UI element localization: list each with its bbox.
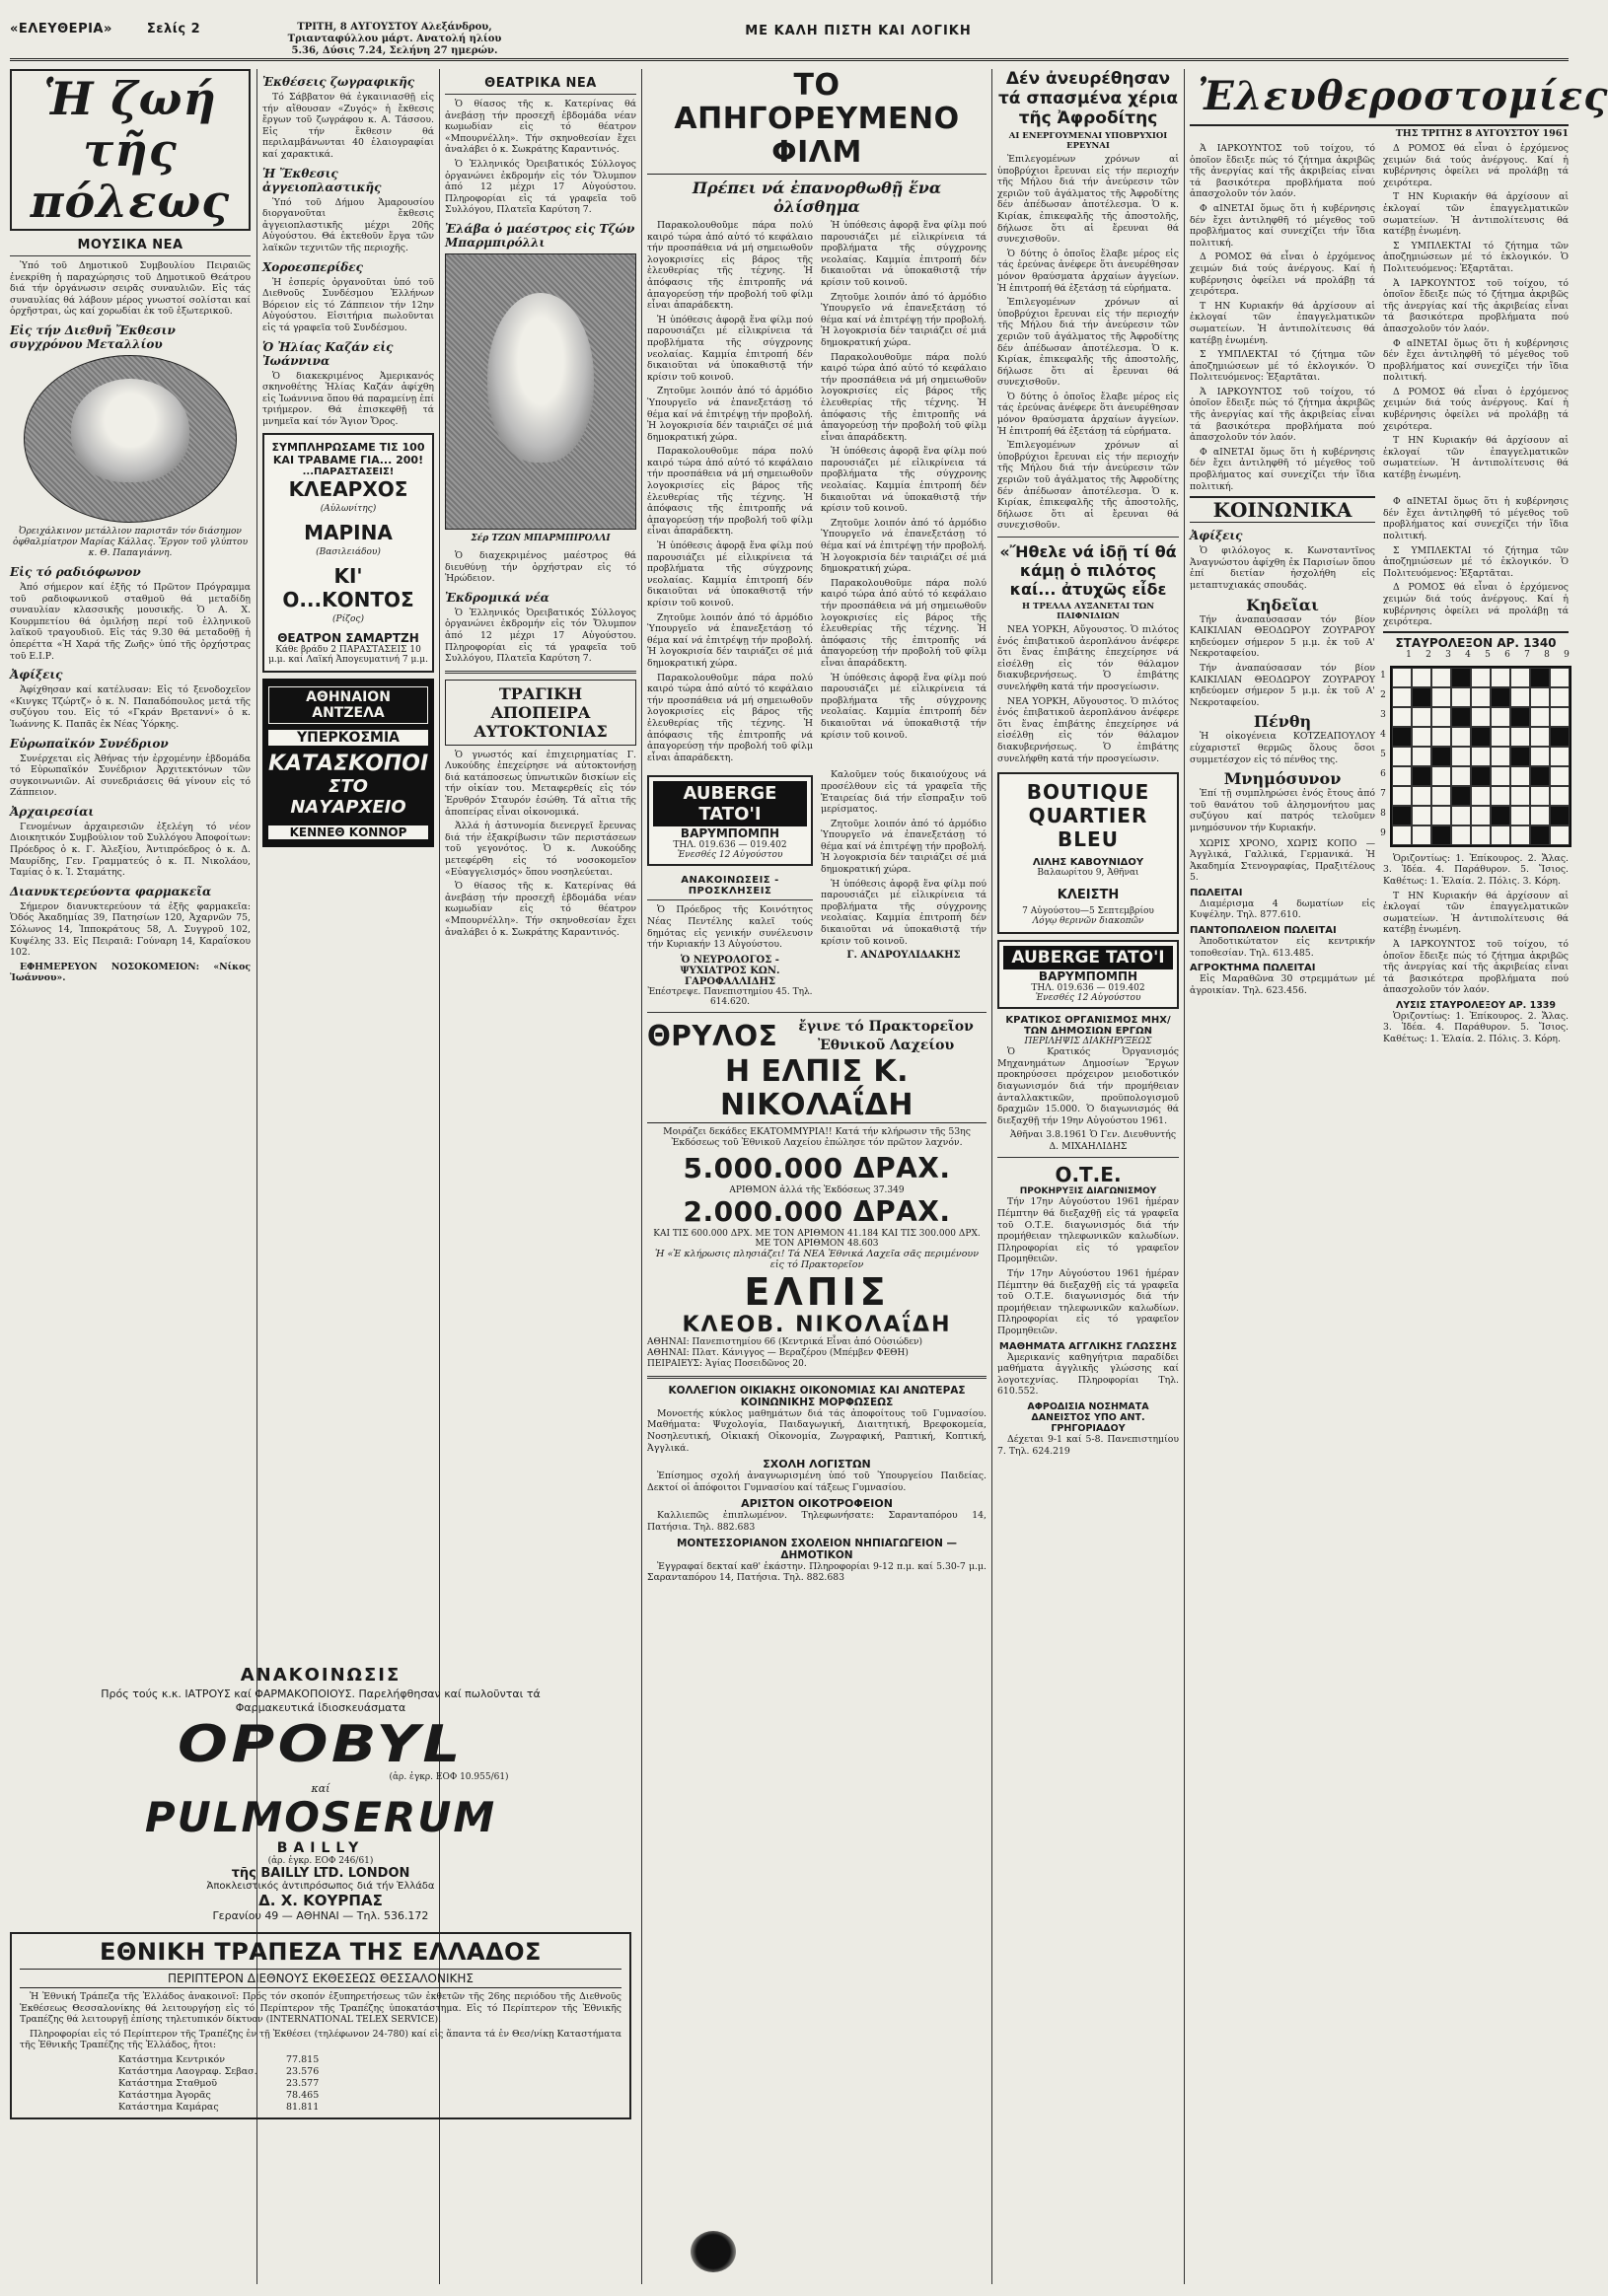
pharma-ad[interactable]: ΑΝΑΚΟΙΝΩΣΙΣ Πρός τούς κ.κ. ΙΑΤΡΟΥΣ καί ΦΑΡΜΑΚΟΠΟΙΟΥΣ. Παρελήφθησαν καί πωλοῦνται τά Φαρμακευτικά ἰδιοσκευάσματα OPOBYL (ἀρ. ἐγκρ. ΕΟΦ 10.955/61) καί PULMOSERUM BAILLY (ἀρ. ἐγκρ. ΕΟΦ 246/61) τῆς BAILLY LTD. LONDON Ἀποκλειστικός ἀντιπρόσωπος διά τήν Ἑλλάδα Δ. Χ. ΚΟΥΡΠΑΣ Γερανίου 49 — ΑΘΗΝΑΙ — Τηλ. 536.172 xyxy=(10,1665,631,1922)
memorial-heading: Μνημόσυνον xyxy=(1223,769,1342,789)
clinic-heading: ΑΦΡΟΔΙΣΙΑ ΝΟΣΗΜΑΤΑ ΔΑΝΕΙΣΤΟΣ ΥΠΟ ΑΝΤ. ΓΡΗΓΟΡΙΑΔΟΥ xyxy=(1027,1400,1149,1434)
motto: ΜΕ ΚΑΛΗ ΠΙΣΤΗ ΚΑΙ ΛΟΓΙΚΗ xyxy=(745,24,972,38)
tragic-text: Ὁ γνωστός καί ἐπιχειρηματίας Γ. Λυκούδης ἐπεχείρησε νά αὐτοκτονήσῃ διά κατάποσεως ὑπνωτικῶν δισκίων εἰς τήν οἰκίαν του. Μεταφερθείς εἰς τόν Ἐρυθρόν Σταυρόν ἐσώθη. Τά αἴτια τῆς ἀποπείρας εἶναι οἰκονομικά. Ἀλλά ἡ ἀστυνομία διενεργεῖ ἔρευνας διά τήν ἐξακρίβωσιν τῶν περιστάσεων τοῦ γεγονότος. Ὁ κ. Λυκούδης μετεφέρθη εἰς τό νοσοκομεῖον «Εὐαγγελισμός» ὅπου νοσηλεύεται. Ὁ θίασος τῆς κ. Κατερίνας θά ἀνεβάσῃ τήν προσεχῆ ἑβδομάδα νέαν κωμωδίαν εἰς τό θέατρον «Μπουρνέλλη». Τήν σκηνοθεσίαν ἔχει ἀναλάβει ὁ κ. Σωκράτης Καραντινός. xyxy=(445,749,636,938)
section-title: Ἡ ζωή τῆς πόλεως xyxy=(10,69,251,231)
excursion-text: Ὁ Ἑλληνικός Ὀρειβατικός Σύλλογος ὀργανώνει ἐκδρομήν εἰς τόν Ὄλυμπον ἀπό 12 μέχρι 17 Αὐγούστου. Πληροφορίαι εἰς τά γραφεῖα τοῦ Συλλόγου, Πλατεῖα Καρύτση 7. xyxy=(445,607,636,665)
english-lessons-text: Ἀμερικανίς καθηγήτρια παραδίδει μαθήματα ἀγγλικῆς γλώσσης καί λογοτεχνίας. Πληροφορίαι Τηλ. 610.552. xyxy=(997,1351,1179,1398)
film-right-subcol xyxy=(821,769,987,1006)
org-heading: ΚΡΑΤΙΚΟΣ ΟΡΓΑΝΙΣΜΟΣ ΜΗΧ/ΤΩΝ ΔΗΜΟΣΙΩΝ ΕΡΓΩΝ xyxy=(1005,1015,1171,1038)
boutique-ad[interactable]: BOUTIQUE QUARTIER BLEU ΛΙΛΗΣ ΚΑΒΟΥΝΙΔΟΥ Βαλαωρίτου 9, Ἀθῆναι ΚΛΕΙΣΤΗ 7 Αὐγούστου—5 Σεπτεμβρίου Λόγῳ θερινῶν διακοπῶν xyxy=(997,772,1179,934)
radio-heading: Εἰς τό ραδιόφωνον xyxy=(10,564,141,579)
cinema-ad[interactable]: ΑΘΗΝΑΙΟΝ ΑΝΤΖΕΛΑ ΥΠΕΡΚΟΣΜΙΑ ΚΑΤΑΣΚΟΠΟΙ ΣΤΟ ΝΑΥΑΡΧΕΙΟ ΚΕΝΝΕΘ ΚΟΝΝΟΡ xyxy=(262,679,434,847)
conductor-heading: Ἐλάβα ὁ μαέστρος εἰς Τζών Μπαρμπιρόλλι xyxy=(445,221,635,250)
crossword-grid[interactable] xyxy=(1390,666,1571,847)
paper-name: «ΕΛΕΥΘΕΡΙΑ» xyxy=(10,22,112,36)
column-film: ΤΟ ΑΠΗΓΟΡΕΥΜΕΝΟ ΦΙΛΜ Πρέπει νά ἐπανορθωθῇ ἕνα ὀλίσθημα Παρακολουθοῦμε πάρα πολύ καιρό τώρα ἀπό αὐτό τό κεφάλαιο τήν προσπάθεια νά μή σημειωθοῦν λογοκρισίες εἰς βάρος τῆς ἐλευθερίας τῆς τέχνης. Ἡ ἀπόφασις τῆς ἐπιτροπῆς νά ἀπαγορεύσῃ τήν προβολή τοῦ φίλμ εἶναι ἀπαράδεκτη. Ἡ ὑπόθεσις ἀφορᾷ ἕνα φίλμ πού παρουσιάζει μέ εἰλικρίνεια τά προβλήματα τῆς σύγχρονης νεολαίας. Καμμία ἐπιτροπή δέν δικαιοῦται νά ὑποκαθιστᾷ τήν κρίσιν τοῦ κοινοῦ. Ζητοῦμε λοιπόν ἀπό τό ἁρμόδιο Ὑπουργεῖο νά ἐπανεξετάσῃ τό θέμα καί νά ἐπιτρέψῃ τήν προβολή. Ἡ λογοκρισία δέν ταιριάζει σέ μιά δημοκρατική χώρα. Παρακολουθοῦμε πάρα πολύ καιρό τώρα ἀπό αὐτό τό κεφάλαιο τήν προσπάθεια νά μή σημειωθοῦν λογοκρισίες εἰς βάρος τῆς ἐλευθερίας τῆς τέχνης. Ἡ ἀπόφασις τῆς ἐπιτροπῆς νά ἀπαγορεύσῃ τήν προβολή τοῦ φίλμ εἶναι ἀπαράδεκτη. Ἡ ὑπόθεσις ἀφορᾷ ἕνα φίλμ πού παρουσιάζει μέ εἰλικρίνεια τά προβλήματα τῆς σύγχρονης νεολαίας. Καμμία ἐπιτροπή δέν δικαιοῦται νά ὑποκαθιστᾷ τήν κρίσιν τοῦ κοινοῦ. Ζητοῦμε λοιπόν ἀπό τό ἁρμόδιο Ὑπουργεῖο νά ἐπανεξετάσῃ τό θέμα καί νά ἐπιτρέψῃ τήν προβολή. Ἡ λογοκρισία δέν ταιριάζει σέ μιά δημοκρατική χώρα. Παρακολουθοῦμε πάρα πολύ καιρό τώρα ἀπό αὐτό τό κεφάλαιο τήν προσπάθεια νά μή σημειωθοῦν λογοκρισίες εἰς βάρος τῆς ἐλευθερίας τῆς τέχνης. Ἡ ἀπόφασις τῆς ἐπιτροπῆς νά ἀπαγορεύσῃ τήν προβολή τοῦ φίλμ εἶναι ἀπαράδεκτη. Ἡ ὑπόθεσις ἀφορᾷ ἕνα φίλμ πού παρουσιάζει μέ εἰλικρίνεια τά προβλήματα τῆς σύγχρονης νεολαίας. Καμμία ἐπιτροπή δέν δικαιοῦται νά ὑποκαθιστᾷ τήν κρίσιν τοῦ κοινοῦ. Ζητοῦμε λοιπόν ἀπό τό ἁρμόδιο Ὑπουργεῖο νά ἐπανεξετάσῃ τό θέμα καί νά ἐπιτρέψῃ τήν προβολή. Ἡ λογοκρισία δέν ταιριάζει σέ μιά δημοκρατική χώρα. Παρακολουθοῦμε πάρα πολύ καιρό τώρα ἀπό αὐτό τό κεφάλαιο τήν προσπάθεια νά μή σημειωθοῦν λογοκρισίες εἰς βάρος τῆς ἐλευθερίας τῆς τέχνης. Ἡ ἀπόφασις τῆς ἐπιτροπῆς νά ἀπαγορεύσῃ τήν προβολή τοῦ φίλμ εἶναι ἀπαράδεκτη. Ἡ ὑπόθεσις ἀφορᾷ ἕνα φίλμ πού παρουσιάζει μέ εἰλικρίνεια τά προβλήματα τῆς σύγχρονης νεολαίας. Καμμία ἐπιτροπή δέν δικαιοῦται νά ὑποκαθιστᾷ τήν κρίσιν τοῦ κοινοῦ. Ζητοῦμε λοιπόν ἀπό τό ἁρμόδιο Ὑπουργεῖο νά ἐπανεξετάσῃ τό θέμα καί νά ἐπιτρέψῃ τήν προβολή. Ἡ λογοκρισία δέν ταιριάζει σέ μιά δημοκρατική χώρα. Παρακολουθοῦμε πάρα πολύ καιρό τώρα ἀπό αὐτό τό κεφάλαιο τήν προσπάθεια νά μή σημειωθοῦν λογοκρισίες εἰς βάρος τῆς ἐλευθερίας τῆς τέχνης. Ἡ ἀπόφασις τῆς ἐπιτροπῆς νά ἀπαγορεύσῃ τήν προβολή τοῦ φίλμ εἶναι ἀπαράδεκτη. Ἡ ὑπόθεσις ἀφορᾷ ἕνα φίλμ πού παρουσιάζει μέ εἰλικρίνεια τά προβλήματα τῆς σύγχρονης νεολαίας. Καμμία ἐπιτροπή δέν δικαιοῦται νά ὑποκαθιστᾷ τήν κρίσιν τοῦ κοινοῦ. AUBERGE TATO'I ΒΑΡΥΜΠΟΜΠΗ ΤΗΛ. 019.636 — 019.402 Ἐνεσθές 12 Αὐγούστου ΑΝΑΚΟΙΝΩΣΕΙΣ - ΠΡΟΣΚΛΗΣΕΙΣ Ὁ Πρόεδρος τῆς Κοινότητος Νέας Πεντέλης καλεῖ τούς δημότας εἰς γενικήν συνέλευσιν τήν Κυριακήν 13 Αὐγούστου. Ὁ ΝΕΥΡΟΛΟΓΟΣ - ΨΥΧΙΑΤΡΟΣ ΚΩΝ. ΓΑΡΟΦΑΛΛΙΔΗΣ Ἐπέστρεψε. Πανεπιστημίου 45. Τηλ. 614.620. Καλοῦμεν τούς δικαιούχους νά προσέλθουν εἰς τά γραφεῖα τῆς Ἑταιρείας διά τήν εἴσπραξιν τοῦ μερίσματος. Ζητοῦμε λοιπόν ἀπό τό ἁρμόδιο Ὑπουργεῖο νά ἐπανεξετάσῃ τό θέμα καί νά ἐπιτρέψῃ τήν προβολή. Ἡ λογοκρισία δέν ταιριάζει σέ μιά δημοκρατική χώρα. Ἡ ὑπόθεσις ἀφορᾷ ἕνα φίλμ πού παρουσιάζει μέ εἰλικρίνεια τά προβλήματα τῆς σύγχρονης νεολαίας. Καμμία ἐπιτροπή δέν δικαιοῦται νά ὑποκαθιστᾷ τήν κρίσιν τοῦ κοινοῦ. Γ. ΑΝΔΡΟΥΛΙΔΑΚΗΣ ΘΡΥΛΟΣ ἔγινε τό Πρακτορεῖον Ἐθνικοῦ Λαχείου Η ΕΛΠΙΣ Κ. ΝΙΚΟΛΑΐΔΗ Μοιράζει δεκάδες ΕΚΑΤΟΜΜΥΡΙΑ!! Κατά τήν κλήρωσιν τῆς 53ης Ἐκδόσεως τοῦ Ἐθνικοῦ Λαχείου ἐπώλησε τόν πρῶτον λαχνόν. 5.000.000 ΔΡΑΧ. ΑΡΙΘΜΟΝ ἀλλά τῆς Ἐκδόσεως 37.349 2.000.000 ΔΡΑΧ. ΚΑΙ ΤΙΣ 600.000 ΔΡΧ. ΜΕ ΤΟΝ ΑΡΙΘΜΟΝ 41.184 ΚΑΙ ΤΙΣ 300.000 ΔΡΧ. ΜΕ ΤΟΝ ΑΡΙΘΜΟΝ 48.603 Ἡ «Ἐ κλήρωσις πλησιάζει! Τά ΝΕΑ Ἐθνικά Λαχεῖα σᾶς περιμένουν εἰς τό Πρακτορεῖον ΕΛΠΙΣ ΚΛΕΟΒ. ΝΙΚΟΛΑΐΔΗ ΑΘΗΝΑΙ: Πανεπιστημίου 66 (Κεντρικά Εἶναι ἀπό Οὐσιώδεν) ΑΘΗΝΑΙ: Πλατ. Κάνιγγος — Βεραζέρου (Μπέμβεν ΦΕΘΗ) ΠΕΙΡΑΙΕΥΣ: Ἀγίας Ποσειδῶνος 20. ΚΟΛΛΕΓΙΟΝ ΟΙΚΙΑΚΗΣ ΟΙΚΟΝΟΜΙΑΣ ΚΑΙ ΑΝΩΤΕΡΑΣ ΚΟΙΝΩΝΙΚΗΣ ΜΟΡΦΩΣΕΩΣ Μονοετής κύκλος μαθημάτων διά τάς ἀποφοίτους τοῦ Γυμνασίου. Μαθήματα: Ψυχολογία, Παιδαγωγική, Διαιτητική, Βρεφοκομεία, Νοσηλευτική, Οἰκιακή Οἰκονομία, Ζωγραφική, Ραπτική, Κοπτική, Ἀγγλικά. ΣΧΟΛΗ ΛΟΓΙΣΤΩΝ Ἐπίσημος σχολή ἀναγνωρισμένη ὑπό τοῦ Ὑπουργείου Παιδείας. Δεκτοί οἱ ἀπόφοιτοι Γυμνασίου καί τάξεως Γυμνασίου. ΑΡΙΣΤΟΝ ΟΙΚΟΤΡΟΦΕΙΟΝ Καλλιεπῶς ἐπιπλωμένον. Τηλεφωνήσατε: Σαρανταπόρου 14, Πατήσια. Τηλ. 882.683 ΜΟΝΤΕΣΣΟΡΙΑΝΟΝ ΣΧΟΛΕΙΟΝ ΝΗΠΙΑΓΩΓΕΙΟΝ — ΔΗΜΟΤΙΚΟΝ Ἐγγραφαί δεκταί καθ' ἑκάστην. Πληροφορίαι 9-12 π.μ. καί 5.30-7 μ.μ. Σαρανταπόρου 14, Πατήσια. Τηλ. 882.683 xyxy=(647,68,987,1584)
funerals-heading: Κηδεῖαι xyxy=(1246,595,1319,614)
bank-branches xyxy=(118,2054,621,2114)
painting-heading: Ἐκθέσεις ζωγραφικῆς xyxy=(262,75,415,89)
org-text: Ὁ Κρατικός Ὀργανισμός Μηχανημάτων Δημοσίων Ἔργων προκηρύσσει πρόχειρον μειοδοτικόν διαγωνισμόν διά τήν προμήθειαν ἀνταλλακτικῶν, προϋπολογισμοῦ δραχμῶν 15.000. Ὁ διαγωνισμός θά διεξαχθῇ τήν 19ην Αὐγούστου 1961. Ἀθῆναι 3.8.1961 Ὁ Γεν. Διευθυντής Δ. ΜΙΧΑΗΛΙΔΗΣ xyxy=(997,1046,1179,1152)
page-number: Σελίς 2 xyxy=(146,22,201,36)
date-line: ΤΡΙΤΗ, 8 ΑΥΓΟΥΣΤΟΥ Αλεξάνδρου, Τριανταφύλλου μάρτ. Ανατολή ηλίου 5.36, Δύσις 7.24, Σελήνη 27 ημερών. xyxy=(287,22,502,56)
boarding-text: Καλλιεπῶς ἐπιπλωμένον. Τηλεφωνήσατε: Σαρανταπόρου 14, Πατήσια. Τηλ. 882.683 xyxy=(647,1510,987,1534)
arrivals-heading: Ἀφίξεις xyxy=(10,668,63,682)
column-exhibitions xyxy=(262,69,434,1665)
euro-heading: Εὐρωπαϊκόν Συνέδριον xyxy=(10,736,169,751)
doctor-ad: Ὁ ΝΕΥΡΟΛΟΓΟΣ - ΨΥΧΙΑΤΡΟΣ ΚΩΝ. ΓΑΡΟΦΑΛΛΙΔΗΣ xyxy=(680,954,780,987)
prize-2: 2.000.000 ΔΡΑΧ. xyxy=(683,1194,951,1228)
theater-text: Ὁ θίασος τῆς κ. Κατερίνας θά ἀνεβάσῃ τήν προσεχῆ ἑβδομάδα νέαν κωμωδίαν εἰς τό θέατρον «Μπουρνέλλη». Τήν σκηνοθεσίαν ἔχει ἀναλάβει ὁ κ. Σωκράτης Καραντινός. Ὁ Ἑλληνικός Ὀρειβατικός Σύλλογος ὀργανώνει ἐκδρομήν εἰς τόν Ὄλυμπον ἀπό 12 μέχρι 17 Αὐγούστου. Πληροφορίαι εἰς τά γραφεῖα τοῦ Συλλόγου, Πλατεῖα Καρύτση 7. xyxy=(445,99,636,216)
column-city-life xyxy=(10,69,251,1665)
conductor-caption: Σέρ ΤΖΩΝ ΜΠΑΡΜΠΙΡΟΛΛΙ xyxy=(471,533,611,543)
prize-1: 5.000.000 ΔΡΑΧ. xyxy=(683,1151,951,1184)
theater-heading: ΘΕΑΤΡΙΚΑ ΝΕΑ xyxy=(445,73,636,95)
elections-heading: Ἀρχαιρεσίαι xyxy=(10,804,95,819)
column-free-speech xyxy=(1190,69,1608,2284)
film-subhead: Πρέπει νά ἐπανορθωθῇ ἕνα ὀλίσθημα xyxy=(692,179,942,216)
pottery-heading: Ἡ Ἔκθεσις ἀγγειοπλαστικῆς xyxy=(262,166,382,194)
pulmoserum-logo: PULMOSERUM xyxy=(144,1793,497,1841)
dance-heading: Χοροεσπερίδες xyxy=(262,259,363,274)
bank-ad[interactable] xyxy=(10,1932,631,2119)
pharmacy-heading: Διανυκτερεύοντα φαρμακεῖα xyxy=(10,884,212,898)
aphrodite-headline: Δέν ἀνευρέθησαν τά σπασμένα χέρια τῆς Ἀφροδίτης xyxy=(997,69,1179,128)
kazan-text: Ὁ διακεκριμένος Ἀμερικανός σκηνοθέτης Ἠλίας Καζάν ἀφίχθη εἰς Ἰωάννινα ὅπου θά παραμείνῃ ἐπί τριήμερον. Θά ἐπισκεφθῇ τά μνημεῖα καί τόν Ἅγιον Ὄρος. xyxy=(262,370,434,427)
english-lessons-heading: ΜΑΘΗΜΑΤΑ ΑΓΓΛΙΚΗΣ ΓΛΩΣΣΗΣ xyxy=(998,1340,1178,1352)
crossword-col-numbers: 1 2 3 4 5 6 7 8 9 xyxy=(1406,649,1570,660)
elpis-name: ΚΛΕΟΒ. ΝΙΚΟΛΑΐΔΗ xyxy=(682,1312,952,1337)
branch-row: Κατάστημα Καμάρας 81.811 xyxy=(118,2101,320,2113)
arrivals-text: Ἀφίχθησαν καί κατέλυσαν: Εἰς τό ξενοδοχεῖον «Κινγκς Τζώρτζ» ὁ κ. Ν. Παπαδόπουλος μετά τῆς συζύγου του. Εἰς τό «Γκράν Βρεταννί» ὁ κ. Ἰωάννης Κ. Παπᾶς ἐκ Νέας Ὑόρκης. xyxy=(10,684,251,730)
elections-text: Γενομένων ἀρχαιρεσιῶν ἐξελέγη τό νέον Διοικητικόν Συμβούλιον τοῦ Συλλόγου Ἀποφοίτων: Πρόεδρος ὁ κ. Γ. Ἀλεξίου, Ἀντιπρόεδρος ὁ κ. Δ. Μαυρίδης, Γεν. Γραμματεύς ὁ κ. Π. Νικολάου, Ταμίας ὁ κ. Ἰ. Σταμάτης. xyxy=(10,821,251,879)
crossword-subcol: Φ αΙΝΕΤΑΙ ὅμως ὅτι ἡ κυβέρνησις δέν ἔχει ἀντιληφθῆ τό μέγεθος τοῦ προβλήματος καί συνεχίζει τήν ἴδια πολιτική. Σ ΥΜΠΛΕΚΤΑΙ τό ζήτημα τῶν ἀποζημιώσεων μέ τό ἐκλογικόν. Ὁ Πολιτευόμενος: Ἐξαρτᾶται. Δ ΡΟΜΟΣ θά εἶναι ὁ ἐρχόμενος χειμών διά τούς ἀνέργους. Καί ἡ κυβέρνησις ὀφείλει νά προλάβῃ τά χειρότερα. ΣΤΑΥΡΟΛΕΞΟΝ ΑΡ. 1340 1 2 3 4 5 6 7 8 9 1 2 3 4 5 6 7 8 9 Ὁριζοντίως: 1. Ἐπίκουρος. 2. Ἄλας. 3. Ἰδέα. 4. Παράθυρον. 5. Ἴσιος. Καθέτως: 1. Ἐλαία. 2. Πόλις. 3. Κόρη. Τ ΗΝ Κυριακήν θά ἀρχίσουν αἱ ἐκλογαί τῶν ἐπαγγελματικῶν σωματείων. Ἡ ἀντιπολίτευσις θά κατέβῃ ἐνωμένη. Ἀ ΙΑΡΚΟΥΝΤΟΣ τοῦ τοίχου, τό ὁποῖον ἔδειξε πώς τό ζήτημα ἀκριβῶς τῆς ἀνεργίας καί τῆς ἀκριβείας εἶναι τά βασικότερα προβλήματα πού ἀπασχολοῦν τόν λαόν. ΛΥΣΙΣ ΣΤΑΥΡΟΛΕΞΟΥ ΑΡ. 1339 Ὁριζοντίως: 1. Ἐπίκουρος. 2. Ἄλας. 3. Ἰδέα. 4. Παράθυρον. 5. Ἴσιος. Καθέτως: 1. Ἐλαία. 2. Πόλις. 3. Κόρη. xyxy=(1383,496,1569,1047)
school-heading: ΣΧΟΛΗ ΛΟΓΙΣΤΩΝ xyxy=(763,1458,871,1471)
crossword-heading: ΣΤΑΥΡΟΛΕΞΟΝ ΑΡ. 1340 xyxy=(1383,631,1569,650)
notices-text: Ὁ Πρόεδρος τῆς Κοινότητος Νέας Πεντέλης καλεῖ τούς δημότας εἰς γενικήν συνέλευσιν τήν Κυριακήν 13 Αὐγούστου. xyxy=(647,904,813,951)
conductor-photo xyxy=(445,253,636,530)
dance-text: Ἡ ἑσπερίς ὀργανοῦται ὑπό τοῦ Διεθνοῦς Συνδέσμου Ἑλλήνων Βόρειον εἰς τό Ζάππειον τήν 12ην Αὐγούστου. Εἰσιτήρια πωλοῦνται εἰς τά γραφεῖα τοῦ Συνδέσμου. xyxy=(262,276,434,333)
ote-heading: Ο.Τ.Ε. xyxy=(1055,1163,1122,1187)
kazan-heading: Ὁ Ἠλίας Καζάν εἰς Ἰωάννινα xyxy=(262,339,394,368)
solution-text: Ὁριζοντίως: 1. Ἐπίκουρος. 2. Ἄλας. 3. Ἰδέα. 4. Παράθυρον. 5. Ἴσιος. Καθέτως: 1. Ἐλαία. 2. Πόλις. 3. Κόρη. xyxy=(1383,1010,1569,1045)
opobyl-logo: OPOBYL xyxy=(178,1715,464,1774)
elpis-logo: ΕΛΠΙΣ xyxy=(744,1269,890,1314)
film-text: Παρακολουθοῦμε πάρα πολύ καιρό τώρα ἀπό αὐτό τό κεφάλαιο τήν προσπάθεια νά μή σημειωθοῦν λογοκρισίες εἰς βάρος τῆς ἐλευθερίας τῆς τέχνης. Ἡ ἀπόφασις τῆς ἐπιτροπῆς νά ἀπαγορεύσῃ τήν προβολή τοῦ φίλμ εἶναι ἀπαράδεκτη. Ἡ ὑπόθεσις ἀφορᾷ ἕνα φίλμ πού παρουσιάζει μέ εἰλικρίνεια τά προβλήματα τῆς σύγχρονης νεολαίας. Καμμία ἐπιτροπή δέν δικαιοῦται νά ὑποκαθιστᾷ τήν κρίσιν τοῦ κοινοῦ. Ζητοῦμε λοιπόν ἀπό τό ἁρμόδιο Ὑπουργεῖο νά ἐπανεξετάσῃ τό θέμα καί νά ἐπιτρέψῃ τήν προβολή. Ἡ λογοκρισία δέν ταιριάζει σέ μιά δημοκρατική χώρα. Παρακολουθοῦμε πάρα πολύ καιρό τώρα ἀπό αὐτό τό κεφάλαιο τήν προσπάθεια νά μή σημειωθοῦν λογοκρισίες εἰς βάρος τῆς ἐλευθερίας τῆς τέχνης. Ἡ ἀπόφασις τῆς ἐπιτροπῆς νά ἀπαγορεύσῃ τήν προβολή τοῦ φίλμ εἶναι ἀπαράδεκτη. Ἡ ὑπόθεσις ἀφορᾷ ἕνα φίλμ πού παρουσιάζει μέ εἰλικρίνεια τά προβλήματα τῆς σύγχρονης νεολαίας. Καμμία ἐπιτροπή δέν δικαιοῦται νά ὑποκαθιστᾷ τήν κρίσιν τοῦ κοινοῦ. Ζητοῦμε λοιπόν ἀπό τό ἁρμόδιο Ὑπουργεῖο νά ἐπανεξετάσῃ τό θέμα καί νά ἐπιτρέψῃ τήν προβολή. Ἡ λογοκρισία δέν ταιριάζει σέ μιά δημοκρατική χώρα. Παρακολουθοῦμε πάρα πολύ καιρό τώρα ἀπό αὐτό τό κεφάλαιο τήν προσπάθεια νά μή σημειωθοῦν λογοκρισίες εἰς βάρος τῆς ἐλευθερίας τῆς τέχνης. Ἡ ἀπόφασις τῆς ἐπιτροπῆς νά ἀπαγορεύσῃ τήν προβολή τοῦ φίλμ εἶναι ἀπαράδεκτη. Ἡ ὑπόθεσις ἀφορᾷ ἕνα φίλμ πού παρουσιάζει μέ εἰλικρίνεια τά προβλήματα τῆς σύγχρονης νεολαίας. Καμμία ἐπιτροπή δέν δικαιοῦται νά ὑποκαθιστᾷ τήν κρίσιν τοῦ κοινοῦ. Ζητοῦμε λοιπόν ἀπό τό ἁρμόδιο Ὑπουργεῖο νά ἐπανεξετάσῃ τό θέμα καί νά ἐπιτρέψῃ τήν προβολή. Ἡ λογοκρισία δέν ταιριάζει σέ μιά δημοκρατική χώρα. Παρακολουθοῦμε πάρα πολύ καιρό τώρα ἀπό αὐτό τό κεφάλαιο τήν προσπάθεια νά μή σημειωθοῦν λογοκρισίες εἰς βάρος τῆς ἐλευθερίας τῆς τέχνης. Ἡ ἀπόφασις τῆς ἐπιτροπῆς νά ἀπαγορεύσῃ τήν προβολή τοῦ φίλμ εἶναι ἀπαράδεκτη. Ἡ ὑπόθεσις ἀφορᾷ ἕνα φίλμ πού παρουσιάζει μέ εἰλικρίνεια τά προβλήματα τῆς σύγχρονης νεολαίας. Καμμία ἐπιτροπή δέν δικαιοῦται νά ὑποκαθιστᾷ τήν κρίσιν τοῦ κοινοῦ. Ζητοῦμε λοιπόν ἀπό τό ἁρμόδιο Ὑπουργεῖο νά ἐπανεξετάσῃ τό θέμα καί νά ἐπιτρέψῃ τήν προβολή. Ἡ λογοκρισία δέν ταιριάζει σέ μιά δημοκρατική χώρα. Παρακολουθοῦμε πάρα πολύ καιρό τώρα ἀπό αὐτό τό κεφάλαιο τήν προσπάθεια νά μή σημειωθοῦν λογοκρισίες εἰς βάρος τῆς ἐλευθερίας τῆς τέχνης. Ἡ ἀπόφασις τῆς ἐπιτροπῆς νά ἀπαγορεύσῃ τήν προβολή τοῦ φίλμ εἶναι ἀπαράδεκτη. Ἡ ὑπόθεσις ἀφορᾷ ἕνα φίλμ πού παρουσιάζει μέ εἰλικρίνεια τά προβλήματα τῆς σύγχρονης νεολαίας. Καμμία ἐπιτροπή δέν δικαιοῦται νά ὑποκαθιστᾷ τήν κρίσιν τοῦ κοινοῦ. xyxy=(647,220,987,763)
pilot-text: ΝΕΑ ΥΟΡΚΗ, Αὔγουστος. Ὁ πιλότος ἑνός ἐπιβατικοῦ ἀεροπλάνου ἀνέφερε ὅτι ἕνας ἐπιβάτης ἐπεχείρησε νά εἰσέλθῃ εἰς τόν θάλαμον διακυβερνήσεως. Ὁ ἐπιβάτης συνελήφθη κατά τήν προσγείωσιν. ΝΕΑ ΥΟΡΚΗ, Αὔγουστος. Ὁ πιλότος ἑνός ἐπιβατικοῦ ἀεροπλάνου ἀνέφερε ὅτι ἕνας ἐπιβάτης ἐπεχείρησε νά εἰσέλθῃ εἰς τόν θάλαμον διακυβερνήσεως. Ὁ ἐπιβάτης συνελήφθη κατά τήν προσγείωσιν. xyxy=(997,624,1179,764)
clinic-text: Δέχεται 9-1 καί 5-8. Πανεπιστημίου 7. Τηλ. 624.219 xyxy=(997,1433,1179,1457)
school-text: Ἐπίσημος σχολή ἀναγνωρισμένη ὑπό τοῦ Ὑπουργείου Παιδείας. Δεκτοί οἱ ἀπόφοιτοι Γυμνασίου καί τάξεως Γυμνασίου. xyxy=(647,1471,987,1493)
pharmacy-text: Σήμερον διανυκτερεύουν τά ἑξῆς φαρμακεῖα: Ὁδός Ἀκαδημίας 39, Πατησίων 120, Ἀχαρνῶν 75, Σόλωνος 14, Ἱπποκράτους 58, Λ. Συγγροῦ 102, Κυψέλης 33. Εἰς Πειραιᾶ: Γούναρη 14, Καραΐσκου 102. ΕΦΗΜΕΡΕΥΟΝ ΝΟΣΟΚΟΜΕΙΟΝ: «Νίκος Ἰωάννου». xyxy=(10,900,251,984)
film-left-subcol: AUBERGE TATO'I ΒΑΡΥΜΠΟΜΠΗ ΤΗΛ. 019.636 — 019.402 Ἐνεσθές 12 Αὐγούστου ΑΝΑΚΟΙΝΩΣΕΙΣ - ΠΡΟΣΚΛΗΣΕΙΣ Ὁ Πρόεδρος τῆς Κοινότητος Νέας Πεντέλης καλεῖ τούς δημότας εἰς γενικήν συνέλευσιν τήν Κυριακήν 13 Αὐγούστου. Ὁ ΝΕΥΡΟΛΟΓΟΣ - ΨΥΧΙΑΤΡΟΣ ΚΩΝ. ΓΑΡΟΦΑΛΛΙΔΗΣ Ἐπέστρεψε. Πανεπιστημίου 45. Τηλ. 614.620. xyxy=(647,769,813,1006)
masthead-left xyxy=(10,22,230,36)
crossword-puzzle[interactable] xyxy=(1380,666,1569,847)
exhibit-heading: Εἰς τήν Διεθνῆ Ἔκθεσιν συγχρόνου Μεταλλίου xyxy=(10,323,176,351)
film-headline: ΤΟ ΑΠΗΓΟΡΕΥΜΕΝΟ ΦΙΛΜ xyxy=(647,69,987,175)
branch-row: Κατάστημα Ἀγορᾶς 78.465 xyxy=(118,2089,320,2101)
lottery-header: ΘΡΥΛΟΣ ἔγινε τό Πρακτορεῖον Ἐθνικοῦ Λαχείου xyxy=(647,1018,974,1053)
medal-photo xyxy=(24,355,237,523)
conductor-text: Ὁ διαχεκριμένος μαέστρος θά διευθύνῃ τήν ὀρχήστραν εἰς τό Ἡρώδειον. xyxy=(445,549,636,585)
column-rule xyxy=(991,69,992,2284)
radio-text: Ἀπό σήμερον καί ἑξῆς τό Πρῶτον Πρόγραμμα τοῦ ραδιοφωνικοῦ σταθμοῦ θά μεταδίδῃ συναυλίαν κλασσικῆς μουσικῆς. Ὁ Α. Χ. Κουρμπετίου θά ὁμιλήσῃ περί τοῦ ἑλληνικοῦ λαϊκοῦ τραγουδιοῦ. Εἰς τάς 9.30 θά μεταδοθῇ ἡ ὀπερέττα «Ἡ Χαρά τῆς Ζωῆς» ὑπό τῆς ὀρχήστρας τοῦ Ε.Ι.Ρ. xyxy=(10,581,251,662)
theater-ad[interactable]: ΣΥΜΠΛΗΡΩΣΑΜΕ ΤΙΣ 100 ΚΑΙ ΤΡΑΒΑΜΕ ΓΙΑ... 200! ...ΠΑΡΑΣΤΑΣΕΙΣ! ΚΛΕΑΡΧΟΣ (Αὐλωνίτης) ΜΑΡΙΝΑ (Βασιλειάδου) ΚΙ' Ο...ΚΟΝΤΟΣ (Ρίζος) ΘΕΑΤΡΟΝ ΣΑΜΑΡΤΖΗ Κάθε βράδυ 2 ΠΑΡΑΣΤΑΣΕΙΣ 10 μ.μ. καί Λαϊκή Ἀπογευματινή 7 μ.μ. xyxy=(262,433,434,673)
free-speech-title: Ἐλευθεροστομίες xyxy=(1190,69,1569,126)
ote-text: Τήν 17ην Αὐγούστου 1961 ἡμέραν Πέμπτην θά διεξαχθῇ εἰς τά γραφεῖα τοῦ Ο.Τ.Ε. διαγωνισμός διά τήν προμήθειαν τηλεφωνικῶν καλωδίων. Πληροφορίαι εἰς τό γραφεῖον Προμηθειῶν. Τήν 17ην Αὐγούστου 1961 ἡμέραν Πέμπτην θά διεξαχθῇ εἰς τά γραφεῖα τοῦ Ο.Τ.Ε. διαγωνισμός διά τήν προμήθειαν τηλεφωνικῶν καλωδίων. Πληροφορίαι εἰς τό γραφεῖον Προμηθειῶν. xyxy=(997,1196,1179,1336)
boarding-heading: ΑΡΙΣΤΟΝ ΟΙΚΟΤΡΟΦΕΙΟΝ xyxy=(741,1497,893,1511)
social-heading: ΚΟΙΝΩΝΙΚΑ xyxy=(1190,496,1375,523)
music-text: Ὑπό τοῦ Δημοτικοῦ Συμβουλίου Πειραιῶς ἐνεκρίθη ἡ παραχώρησις τοῦ Δημοτικοῦ Θεάτρου διά τήν ὀργάνωσιν σειρᾶς συναυλιῶν. Εἰς τάς συναυλίας θά λάβουν μέρος γνωστοί σολίσται καί ὀρχῆστραι, ὡς καί χορωδίαι ἐκ τοῦ ἐξωτερικοῦ. xyxy=(10,260,251,318)
tragic-heading: ΤΡΑΓΙΚΗ ΑΠΟΠΕΙΡΑ ΑΥΤΟΚΤΟΝΙΑΣ xyxy=(445,680,636,746)
auberge-ad[interactable]: AUBERGE TATO'I ΒΑΡΥΜΠΟΜΠΗ ΤΗΛ. 019.636 — 019.402 Ἐνεσθές 12 Αὐγούστου xyxy=(647,775,813,866)
college-heading: ΚΟΛΛΕΓΙΟΝ ΟΙΚΙΑΚΗΣ ΟΙΚΟΝΟΜΙΑΣ ΚΑΙ ΑΝΩΤΕΡΑΣ ΚΟΙΝΩΝΙΚΗΣ ΜΟΡΦΩΣΕΩΣ xyxy=(668,1384,966,1408)
crossword-row-numbers: 1 2 3 4 5 6 7 8 9 xyxy=(1380,670,1386,838)
lottery-name: Η ΕΛΠΙΣ Κ. ΝΙΚΟΛΑΐΔΗ xyxy=(647,1055,987,1123)
excursion-heading: Ἐκδρομικά νέα xyxy=(445,590,549,605)
medal-caption: Ὀρειχάλκινον μετάλλιον παριστᾶν τόν διάσημον ὀφθαλμίατρον Μαρίας Κάλλας. Ἔργον τοῦ γλύπτου κ. Θ. Παπαγιάννη. xyxy=(12,526,249,558)
bank-text: Ἡ Ἐθνική Τράπεζα τῆς Ἑλλάδος ἀνακοινοῖ: Πρός τόν σκοπόν ἐξυπηρετήσεως τῶν ἐκθετῶν τῆς 26ης περιόδου τῆς Διεθνοῦς Ἐκθέσεως Θεσσαλονίκης θά λειτουργήσῃ εἰς τό Περίπτερον τῆς Τραπέζης ὑποκατάστημα. Εἰς τό Περίπτερον τῆς Ἐθνικῆς Τραπέζης θά λειτουργῇ ἐπίσης τηλετυπικόν δίκτυον (INTERNATIONAL TELEX SERVICE). Πληροφορίαι εἰς τό Περίπτερον τῆς Τραπέζης ἐν τῇ Ἐκθέσει (τηλέφωνον 24-780) καί εἰς ἅπαντα τά ἐν Θεσ/νίκῃ Καταστήματα τῆς Ἐθνικῆς Τραπέζης τῆς Ἑλλάδος, ἤτοι: xyxy=(20,1991,621,2051)
column-rule xyxy=(641,69,642,2284)
montessori-text: Ἐγγραφαί δεκταί καθ' ἑκάστην. Πληροφορίαι 9-12 π.μ. καί 5.30-7 μ.μ. Σαρανταπόρου 14, Πατήσια. Τηλ. 882.683 xyxy=(647,1560,987,1584)
pottery-text: Ὑπό τοῦ Δήμου Ἀμαρουσίου διοργανοῦται ἔκθεσις ἀγγειοπλαστικῆς μέχρι 20ῆς Αὐγούστου. Θά ἐκτεθοῦν ἔργα τῶν λαϊκῶν τεχνιτῶν τῆς περιοχῆς. xyxy=(262,196,434,253)
bank-title: ΕΘΝΙΚΗ ΤΡΑΠΕΖΑ ΤΗΣ ΕΛΛΑΔΟΣ xyxy=(100,1938,542,1966)
euro-text: Συνέρχεται εἰς Ἀθήνας τήν ἐρχομένην ἑβδομάδα τό Εὐρωπαϊκόν Συνέδριον Ἀρχιτεκτόνων τῶν συγκοινωνιῶν. Αἱ συνεδριάσεις θά γίνουν εἰς τό Ζάππειον. xyxy=(10,753,251,799)
signer: Γ. ΑΝΔΡΟΥΛΙΔΑΚΗΣ xyxy=(846,950,961,962)
pilot-headline: «Ἤθελε νά ἰδῇ τί θά κάμῃ ὁ πιλότος καί... ἀτυχῶς εἶδε xyxy=(999,542,1177,599)
elpis-addresses: ΑΘΗΝΑΙ: Πανεπιστημίου 66 (Κεντρικά Εἶναι ἀπό Οὐσιώδεν) ΑΘΗΝΑΙ: Πλατ. Κάνιγγος — Βεραζέρου (Μπέμβεν ΦΕΘΗ) ΠΕΙΡΑΙΕΥΣ: Ἀγίας Ποσειδῶνος 20. xyxy=(647,1336,922,1369)
ink-stain xyxy=(691,2231,736,2272)
column-aphrodite: Δέν ἀνευρέθησαν τά σπασμένα χέρια τῆς Ἀφροδίτης ΑΙ ΕΝΕΡΓΟΥΜΕΝΑΙ ΥΠΟΒΡΥΧΙΟΙ ΕΡΕΥΝΑΙ Ἐπιλεγομένων χρόνων αἱ ὑποβρύχιοι ἔρευναι εἰς τήν περιοχήν τῆς Μήλου διά τήν ἀνεύρεσιν τῶν χεριῶν τοῦ ἀγάλματος τῆς Ἀφροδίτης δέν ἀπέδωσαν ἀποτέλεσμα. Ὁ κ. Κιρίακ, ἐπικεφαλῆς τῆς ἀποστολῆς, δήλωσε ὅτι αἱ ἔρευναι θά συνεχισθοῦν. Ὁ δύτης ὁ ὁποῖος ἔλαβε μέρος εἰς τάς ἐρεύνας ἀνέφερε ὅτι ἀνευρέθησαν μόνον θραύσματα ἀρχαίων ἀγγείων. Ἡ ἐπιτροπή θά ἐξετάσῃ τά εὑρήματα. Ἐπιλεγομένων χρόνων αἱ ὑποβρύχιοι ἔρευναι εἰς τήν περιοχήν τῆς Μήλου διά τήν ἀνεύρεσιν τῶν χεριῶν τοῦ ἀγάλματος τῆς Ἀφροδίτης δέν ἀπέδωσαν ἀποτέλεσμα. Ὁ κ. Κιρίακ, ἐπικεφαλῆς τῆς ἀποστολῆς, δήλωσε ὅτι αἱ ἔρευναι θά συνεχισθοῦν. Ὁ δύτης ὁ ὁποῖος ἔλαβε μέρος εἰς τάς ἐρεύνας ἀνέφερε ὅτι ἀνευρέθησαν μόνον θραύσματα ἀρχαίων ἀγγείων. Ἡ ἐπιτροπή θά ἐξετάσῃ τά εὑρήματα. Ἐπιλεγομένων χρόνων αἱ ὑποβρύχιοι ἔρευναι εἰς τήν περιοχήν τῆς Μήλου διά τήν ἀνεύρεσιν τῶν χεριῶν τοῦ ἀγάλματος τῆς Ἀφροδίτης δέν ἀπέδωσαν ἀποτέλεσμα. Ὁ κ. Κιρίακ, ἐπικεφαλῆς τῆς ἀποστολῆς, δήλωσε ὅτι αἱ ἔρευναι θά συνεχισθοῦν. «Ἤθελε νά ἰδῇ τί θά κάμῃ ὁ πιλότος καί... ἀτυχῶς εἶδε Η ΤΡΕΛΛΑ ΑΥΞΑΝΕΤΑΙ ΤΩΝ ΠΑΙΦΝΙΔΙΩΝ ΝΕΑ ΥΟΡΚΗ, Αὔγουστος. Ὁ πιλότος ἑνός ἐπιβατικοῦ ἀεροπλάνου ἀνέφερε ὅτι ἕνας ἐπιβάτης ἐπεχείρησε νά εἰσέλθῃ εἰς τόν θάλαμον διακυβερνήσεως. Ὁ ἐπιβάτης συνελήφθη κατά τήν προσγείωσιν. ΝΕΑ ΥΟΡΚΗ, Αὔγουστος. Ὁ πιλότος ἑνός ἐπιβατικοῦ ἀεροπλάνου ἀνέφερε ὅτι ἕνας ἐπιβάτης ἐπεχείρησε νά εἰσέλθῃ εἰς τόν θάλαμον διακυβερνήσεως. Ὁ ἐπιβάτης συνελήφθη κατά τήν προσγείωσιν. BOUTIQUE QUARTIER BLEU ΛΙΛΗΣ ΚΑΒΟΥΝΙΔΟΥ Βαλαωρίτου 9, Ἀθῆναι ΚΛΕΙΣΤΗ 7 Αὐγούστου—5 Σεπτεμβρίου Λόγῳ θερινῶν διακοπῶν AUBERGE TATO'I ΒΑΡΥΜΠΟΜΠΗ ΤΗΛ. 019.636 — 019.402 Ἐνεσθές 12 Αὐγούστου ΚΡΑΤΙΚΟΣ ΟΡΓΑΝΙΣΜΟΣ ΜΗΧ/ΤΩΝ ΔΗΜΟΣΙΩΝ ΕΡΓΩΝ ΠΕΡΙΛΗΨΙΣ ΔΙΑΚΗΡΥΞΕΩΣ Ὁ Κρατικός Ὀργανισμός Μηχανημάτων Δημοσίων Ἔργων προκηρύσσει πρόχειρον μειοδοτικόν διαγωνισμόν διά τήν προμήθειαν ἀνταλλακτικῶν, προϋπολογισμοῦ δραχμῶν 15.000. Ὁ διαγωνισμός θά διεξαχθῇ τήν 19ην Αὐγούστου 1961. Ἀθῆναι 3.8.1961 Ὁ Γεν. Διευθυντής Δ. ΜΙΧΑΗΛΙΔΗΣ Ο.Τ.Ε. ΠΡΟΚΗΡΥΞΙΣ ΔΙΑΓΩΝΙΣΜΟΥ Τήν 17ην Αὐγούστου 1961 ἡμέραν Πέμπτην θά διεξαχθῇ εἰς τά γραφεῖα τοῦ Ο.Τ.Ε. διαγωνισμός διά τήν προμήθειαν τηλεφωνικῶν καλωδίων. Πληροφορίαι εἰς τό γραφεῖον Προμηθειῶν. Τήν 17ην Αὐγούστου 1961 ἡμέραν Πέμπτην θά διεξαχθῇ εἰς τά γραφεῖα τοῦ Ο.Τ.Ε. διαγωνισμός διά τήν προμήθειαν τηλεφωνικῶν καλωδίων. Πληροφορίαι εἰς τό γραφεῖον Προμηθειῶν. ΜΑΘΗΜΑΤΑ ΑΓΓΛΙΚΗΣ ΓΛΩΣΣΗΣ Ἀμερικανίς καθηγήτρια παραδίδει μαθήματα ἀγγλικῆς γλώσσης καί λογοτεχνίας. Πληροφορίαι Τηλ. 610.552. ΑΦΡΟΔΙΣΙΑ ΝΟΣΗΜΑΤΑ ΔΑΝΕΙΣΤΟΣ ΥΠΟ ΑΝΤ. ΓΡΗΓΟΡΙΑΔΟΥ Δέχεται 9-1 καί 5-8. Πανεπιστημίου 7. Τηλ. 624.219 xyxy=(997,69,1179,1457)
film-text-cont: Καλοῦμεν τούς δικαιούχους νά προσέλθουν εἰς τά γραφεῖα τῆς Ἑταιρείας διά τήν εἴσπραξιν τοῦ μερίσματος. Ζητοῦμε λοιπόν ἀπό τό ἁρμόδιο Ὑπουργεῖο νά ἐπανεξετάσῃ τό θέμα καί νά ἐπιτρέψῃ τήν προβολή. Ἡ λογοκρισία δέν ταιριάζει σέ μιά δημοκρατική χώρα. Ἡ ὑπόθεσις ἀφορᾷ ἕνα φίλμ πού παρουσιάζει μέ εἰλικρίνεια τά προβλήματα τῆς σύγχρονης νεολαίας. Καμμία ἐπιτροπή δέν δικαιοῦται νά ὑποκαθιστᾷ τήν κρίσιν τοῦ κοινοῦ. xyxy=(821,769,987,947)
music-heading: ΜΟΥΣΙΚΑ ΝΕΑ xyxy=(10,235,251,256)
crossword-clues: Ὁριζοντίως: 1. Ἐπίκουρος. 2. Ἄλας. 3. Ἰδέα. 4. Παράθυρον. 5. Ἴσιος. Καθέτως: 1. Ἐλαία. 2. Πόλις. 3. Κόρη. Τ ΗΝ Κυριακήν θά ἀρχίσουν αἱ ἐκλογαί τῶν ἐπαγγελματικῶν σωματείων. Ἡ ἀντιπολίτευσις θά κατέβῃ ἐνωμένη. Ἀ ΙΑΡΚΟΥΝΤΟΣ τοῦ τοίχου, τό ὁποῖον ἔδειξε πώς τό ζήτημα ἀκριβῶς τῆς ἀνεργίας καί τῆς ἀκριβείας εἶναι τά βασικότερα προβλήματα πού ἀπασχολοῦν τόν λαόν. xyxy=(1383,852,1569,996)
free-speech-date: ΤΗΣ ΤΡΙΤΗΣ 8 ΑΥΓΟΥΣΤΟΥ 1961 xyxy=(1395,128,1569,139)
free-speech-text: Ἀ ΙΑΡΚΟΥΝΤΟΣ τοῦ τοίχου, τό ὁποῖον ἔδειξε πώς τό ζήτημα ἀκριβῶς τῆς ἀνεργίας καί τῆς ἀκριβείας εἶναι τά βασικότερα προβλήματα πού ἀπασχολοῦν τόν λαόν. Φ αΙΝΕΤΑΙ ὅμως ὅτι ἡ κυβέρνησις δέν ἔχει ἀντιληφθῆ τό μέγεθος τοῦ προβλήματος καί συνεχίζει τήν ἴδια πολιτική. Δ ΡΟΜΟΣ θά εἶναι ὁ ἐρχόμενος χειμών διά τούς ἀνέργους. Καί ἡ κυβέρνησις ὀφείλει νά προλάβῃ τά χειρότερα. Τ ΗΝ Κυριακήν θά ἀρχίσουν αἱ ἐκλογαί τῶν ἐπαγγελματικῶν σωματείων. Ἡ ἀντιπολίτευσις θά κατέβῃ ἐνωμένη. Σ ΥΜΠΛΕΚΤΑΙ τό ζήτημα τῶν ἀποζημιώσεων μέ τό ἐκλογικόν. Ὁ Πολιτευόμενος: Ἐξαρτᾶται. Ἀ ΙΑΡΚΟΥΝΤΟΣ τοῦ τοίχου, τό ὁποῖον ἔδειξε πώς τό ζήτημα ἀκριβῶς τῆς ἀνεργίας καί τῆς ἀκριβείας εἶναι τά βασικότερα προβλήματα πού ἀπασχολοῦν τόν λαόν. Φ αΙΝΕΤΑΙ ὅμως ὅτι ἡ κυβέρνησις δέν ἔχει ἀντιληφθῆ τό μέγεθος τοῦ προβλήματος καί συνεχίζει τήν ἴδια πολιτική. Δ ΡΟΜΟΣ θά εἶναι ὁ ἐρχόμενος χειμών διά τούς ἀνέργους. Καί ἡ κυβέρνησις ὀφείλει νά προλάβῃ τά χειρότερα. Τ ΗΝ Κυριακήν θά ἀρχίσουν αἱ ἐκλογαί τῶν ἐπαγγελματικῶν σωματείων. Ἡ ἀντιπολίτευσις θά κατέβῃ ἐνωμένη. Σ ΥΜΠΛΕΚΤΑΙ τό ζήτημα τῶν ἀποζημιώσεων μέ τό ἐκλογικόν. Ὁ Πολιτευόμενος: Ἐξαρτᾶται. Ἀ ΙΑΡΚΟΥΝΤΟΣ τοῦ τοίχου, τό ὁποῖον ἔδειξε πώς τό ζήτημα ἀκριβῶς τῆς ἀνεργίας καί τῆς ἀκριβείας εἶναι τά βασικότερα προβλήματα πού ἀπασχολοῦν τόν λαόν. Φ αΙΝΕΤΑΙ ὅμως ὅτι ἡ κυβέρνησις δέν ἔχει ἀντιληφθῆ τό μέγεθος τοῦ προβλήματος καί συνεχίζει τήν ἴδια πολιτική. Δ ΡΟΜΟΣ θά εἶναι ὁ ἐρχόμενος χειμών διά τούς ἀνέργους. Καί ἡ κυβέρνησις ὀφείλει νά προλάβῃ τά χειρότερα. Τ ΗΝ Κυριακήν θά ἀρχίσουν αἱ ἐκλογαί τῶν ἐπαγγελματικῶν σωματείων. Ἡ ἀντιπολίτευσις θά κατέβῃ ἐνωμένη. xyxy=(1190,143,1569,492)
solution-heading: ΛΥΣΙΣ ΣΤΑΥΡΟΛΕΞΟΥ ΑΡ. 1339 xyxy=(1395,999,1557,1011)
pharma-and-bank-ads xyxy=(10,1665,631,2284)
column-theater xyxy=(445,69,636,1665)
social-subcol: ΚΟΙΝΩΝΙΚΑ Ἀφίξεις Ὁ φιλόλογος κ. Κωνσταντῖνος Ἀναγνώστου ἀφίχθη ἐκ Παρισίων ὅπου ἐπί διετίαν ἠσχολήθη εἰς μεταπτυχιακάς σπουδάς. Κηδεῖαι Τήν ἀναπαύσασαν τόν βίον ΚΑΙΚΙΛΙΑΝ ΘΕΟΔΩΡΟΥ ΖΟΥΡΑΡΟΥ κηδεύομεν σήμερον 5 μ.μ. ἐκ τοῦ Α' Νεκροταφείου. Τήν ἀναπαύσασαν τόν βίον ΚΑΙΚΙΛΙΑΝ ΘΕΟΔΩΡΟΥ ΖΟΥΡΑΡΟΥ κηδεύομεν σήμερον 5 μ.μ. ἐκ τοῦ Α' Νεκροταφείου. Πένθη Ἡ οἰκογένεια ΚΟΤΖΕΑΠΟΥΛΟΥ εὐχαριστεῖ θερμῶς ὅλους ὅσοι συμμετέσχον εἰς τό πένθος της. Μνημόσυνον Ἐπί τῇ συμπληρώσει ἑνός ἔτους ἀπό τοῦ θανάτου τοῦ ἀλησμονήτου μας συζύγου καί πατρός τελοῦμεν μνημόσυνον τήν Κυριακήν. ΧΩΡΙΣ ΧΡΟΝΟ, ΧΩΡΙΣ ΚΟΠΟ — Ἀγγλικά, Γαλλικά, Γερμανικά. Ἡ Ἀκαδημία Στενογραφίας, Πραξιτέλους 5. ΠΩΛΕΙΤΑΙ Διαμέρισμα 4 δωματίων εἰς Κυψέλην. Τηλ. 877.610. ΠΑΝΤΟΠΩΛΕΙΟΝ ΠΩΛΕΙΤΑΙ Ἀποδοτικώτατον εἰς κεντρικήν τοποθεσίαν. Τηλ. 613.485. ΑΓΡΟΚΤΗΜΑ ΠΩΛΕΙΤΑΙ Εἰς Μαραθῶνα 30 στρεμμάτων μέ ἀγροικίαν. Τηλ. 623.456. xyxy=(1190,498,1375,996)
mourning-heading: Πένθη xyxy=(1253,712,1312,732)
college-text: Μονοετής κύκλος μαθημάτων διά τάς ἀποφοίτους τοῦ Γυμνασίου. Μαθήματα: Ψυχολογία, Παιδαγωγική, Διαιτητική, Βρεφοκομεία, Νοσηλευτική, Οἰκιακή Οἰκονομία, Ζωγραφική, Ραπτική, Κοπτική, Ἀγγλικά. xyxy=(647,1407,987,1454)
auberge-ad-2[interactable]: AUBERGE TATO'I ΒΑΡΥΜΠΟΜΠΗ ΤΗΛ. 019.636 — 019.402 Ἐνεσθές 12 Αὐγούστου xyxy=(997,940,1179,1009)
masthead xyxy=(10,22,1569,61)
bank-subtitle: ΠΕΡΙΠΤΕΡΟΝ ΔΙΕΘΝΟΥΣ ΕΚΘΕΣΕΩΣ ΘΕΣΣΑΛΟΝΙΚΗΣ xyxy=(20,1969,621,1988)
column-rule xyxy=(1184,69,1185,2284)
branch-row: Κατάστημα Κεντρικόν 77.815 xyxy=(118,2053,320,2065)
branch-row: Κατάστημα Λαογραφ. Σεβασ. 23.576 xyxy=(118,2065,320,2077)
montessori-heading: ΜΟΝΤΕΣΣΟΡΙΑΝΟΝ ΣΧΟΛΕΙΟΝ ΝΗΠΙΑΓΩΓΕΙΟΝ — ΔΗΜΟΤΙΚΟΝ xyxy=(676,1537,958,1561)
aphrodite-text: Ἐπιλεγομένων χρόνων αἱ ὑποβρύχιοι ἔρευναι εἰς τήν περιοχήν τῆς Μήλου διά τήν ἀνεύρεσιν τῶν χεριῶν τοῦ ἀγάλματος τῆς Ἀφροδίτης δέν ἀπέδωσαν ἀποτέλεσμα. Ὁ κ. Κιρίακ, ἐπικεφαλῆς τῆς ἀποστολῆς, δήλωσε ὅτι αἱ ἔρευναι θά συνεχισθοῦν. Ὁ δύτης ὁ ὁποῖος ἔλαβε μέρος εἰς τάς ἐρεύνας ἀνέφερε ὅτι ἀνευρέθησαν μόνον θραύσματα ἀρχαίων ἀγγείων. Ἡ ἐπιτροπή θά ἐξετάσῃ τά εὑρήματα. Ἐπιλεγομένων χρόνων αἱ ὑποβρύχιοι ἔρευναι εἰς τήν περιοχήν τῆς Μήλου διά τήν ἀνεύρεσιν τῶν χεριῶν τοῦ ἀγάλματος τῆς Ἀφροδίτης δέν ἀπέδωσαν ἀποτέλεσμα. Ὁ κ. Κιρίακ, ἐπικεφαλῆς τῆς ἀποστολῆς, δήλωσε ὅτι αἱ ἔρευναι θά συνεχισθοῦν. Ὁ δύτης ὁ ὁποῖος ἔλαβε μέρος εἰς τάς ἐρεύνας ἀνέφερε ὅτι ἀνευρέθησαν μόνον θραύσματα ἀρχαίων ἀγγείων. Ἡ ἐπιτροπή θά ἐξετάσῃ τά εὑρήματα. Ἐπιλεγομένων χρόνων αἱ ὑποβρύχιοι ἔρευναι εἰς τήν περιοχήν τῆς Μήλου διά τήν ἀνεύρεσιν τῶν χεριῶν τοῦ ἀγάλματος τῆς Ἀφροδίτης δέν ἀπέδωσαν ἀποτέλεσμα. Ὁ κ. Κιρίακ, ἐπικεφαλῆς τῆς ἀποστολῆς, δήλωσε ὅτι αἱ ἔρευναι θά συνεχισθοῦν. xyxy=(997,154,1179,532)
painting-text: Τό Σάββατον θά ἐγκαινιασθῇ εἰς τήν αἴθουσαν «Ζυγός» ἡ ἔκθεσις ἔργων τοῦ ζωγράφου κ. Α. Τάσσου. Εἰς τήν ἔκθεσιν θά περιλαμβάνωνται 40 ἐλαιογραφίαι καί χαρακτικά. xyxy=(262,92,434,160)
lottery-text: Μοιράζει δεκάδες ΕΚΑΤΟΜΜΥΡΙΑ!! Κατά τήν κλήρωσιν τῆς 53ης Ἐκδόσεως τοῦ Ἐθνικοῦ Λαχείου ἐπώλησε τόν πρῶτον λαχνόν. xyxy=(663,1125,971,1149)
branch-row: Κατάστημα Σταθμοῦ 23.577 xyxy=(118,2077,320,2089)
notices-heading: ΑΝΑΚΟΙΝΩΣΕΙΣ - ΠΡΟΣΚΛΗΣΕΙΣ xyxy=(647,872,813,900)
